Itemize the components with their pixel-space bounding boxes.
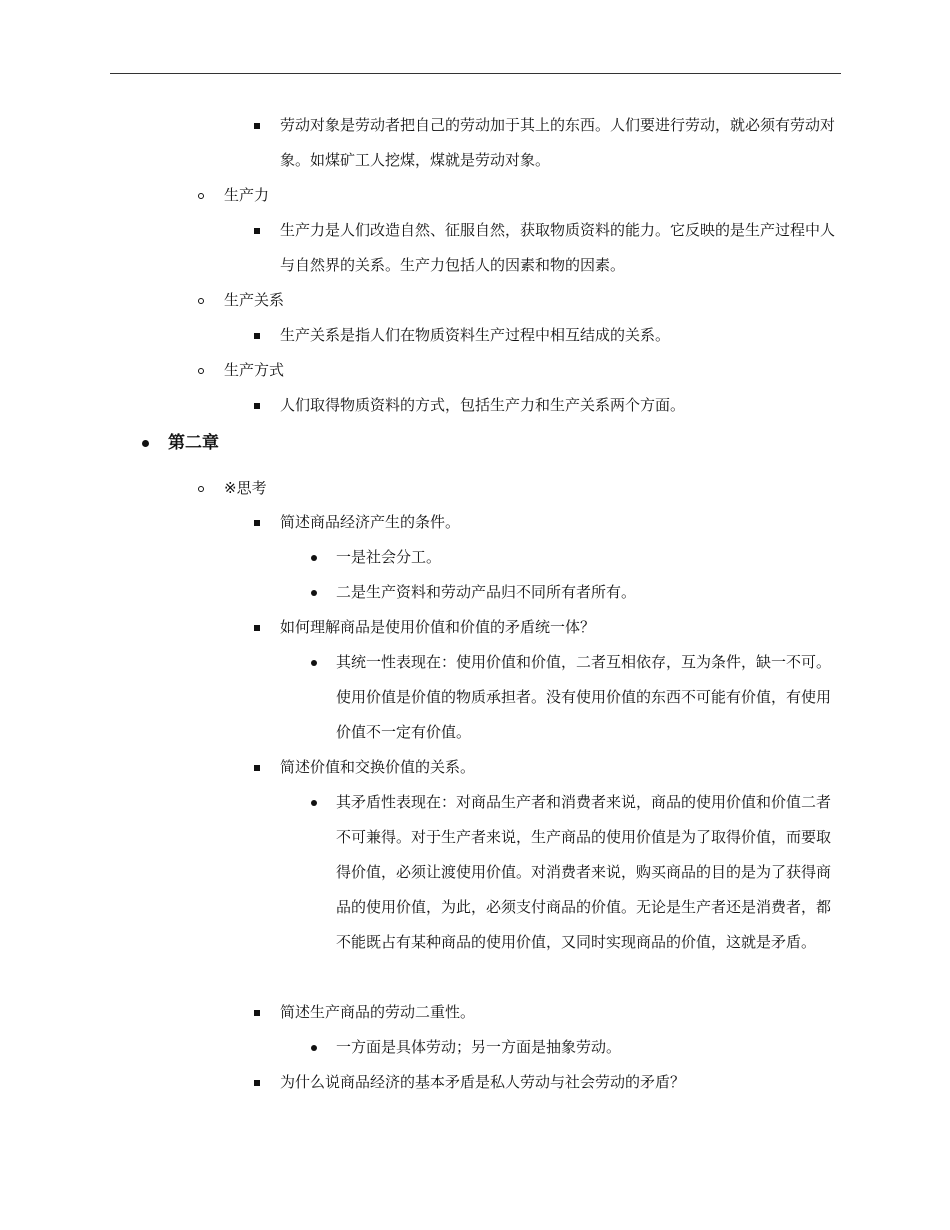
square-bullet-icon: [254, 1080, 260, 1086]
dot-bullet-icon: [311, 590, 317, 596]
square-bullet-icon: [254, 123, 260, 129]
list-item-text: 如何理解商品是使用价值和价值的矛盾统一体？: [280, 618, 596, 636]
list-item-text: 生产力: [224, 186, 270, 204]
list-item-text: 二是生产资料和劳动产品归不同所有者所有。: [336, 583, 637, 601]
list-item-text: 生产方式: [224, 361, 285, 379]
list-item-text: 人们取得物质资料的方式，包括生产力和生产关系两个方面。: [280, 396, 686, 414]
list-item-text: 其统一性表现在：使用价值和价值，二者互相依存，互为条件，缺一不可。使用价值是价值的物质承担者。没有使用价值的东西不可能有价值，有使用价值不一定有价值。: [336, 653, 832, 741]
circle-bullet-icon: [198, 368, 204, 374]
square-bullet-icon: [254, 333, 260, 339]
circle-bullet-icon: [198, 193, 204, 199]
list-item-text: ※思考: [224, 479, 267, 497]
dot-bullet-icon: [311, 555, 317, 561]
list-item-text: 生产关系: [224, 291, 285, 309]
square-bullet-icon: [254, 625, 260, 631]
square-bullet-icon: [254, 520, 260, 526]
square-bullet-icon: [254, 1010, 260, 1016]
square-bullet-icon: [254, 228, 260, 234]
filled-bullet-icon: [142, 440, 149, 447]
circle-bullet-icon: [198, 298, 204, 304]
dot-bullet-icon: [311, 1045, 317, 1051]
list-item-text: 生产力是人们改造自然、征服自然，获取物质资料的能力。它反映的是生产过程中人与自然界的关系。生产力包括人的因素和物的因素。: [280, 221, 836, 274]
list-item-text: 为什么说商品经济的基本矛盾是私人劳动与社会劳动的矛盾？: [280, 1073, 686, 1091]
list-item-text: 一是社会分工。: [336, 548, 442, 566]
dot-bullet-icon: [311, 800, 317, 806]
dot-bullet-icon: [311, 660, 317, 666]
list-item-text: 简述商品经济产生的条件。: [280, 513, 461, 531]
list-item-text: 简述价值和交换价值的关系。: [280, 758, 476, 776]
list-item-text: 一方面是具体劳动；另一方面是抽象劳动。: [336, 1038, 622, 1056]
square-bullet-icon: [254, 765, 260, 771]
header-rule: [110, 73, 841, 74]
list-item-text: 生产关系是指人们在物质资料生产过程中相互结成的关系。: [280, 326, 671, 344]
chapter-heading: 第二章: [168, 433, 219, 453]
list-item-text: 简述生产商品的劳动二重性。: [280, 1003, 476, 1021]
circle-bullet-icon: [198, 486, 204, 492]
list-item-text: 其矛盾性表现在：对商品生产者和消费者来说，商品的使用价值和价值二者不可兼得。对于生产者来说，生产商品的使用价值是为了取得价值，而要取得价值，必须让渡使用价值。对消费者来说，购买商品的目的是为了获得商品的使用价值，为此，必须支付商品的价值。无论是生产者还是消费者，都不能既占有某种商品的使用价值，又同时实现商品的价值，这就是矛盾。: [336, 793, 832, 951]
square-bullet-icon: [254, 403, 260, 409]
list-item-text: 劳动对象是劳动者把自己的劳动加于其上的东西。人们要进行劳动，就必须有劳动对象。如煤矿工人挖煤，煤就是劳动对象。: [280, 116, 836, 169]
